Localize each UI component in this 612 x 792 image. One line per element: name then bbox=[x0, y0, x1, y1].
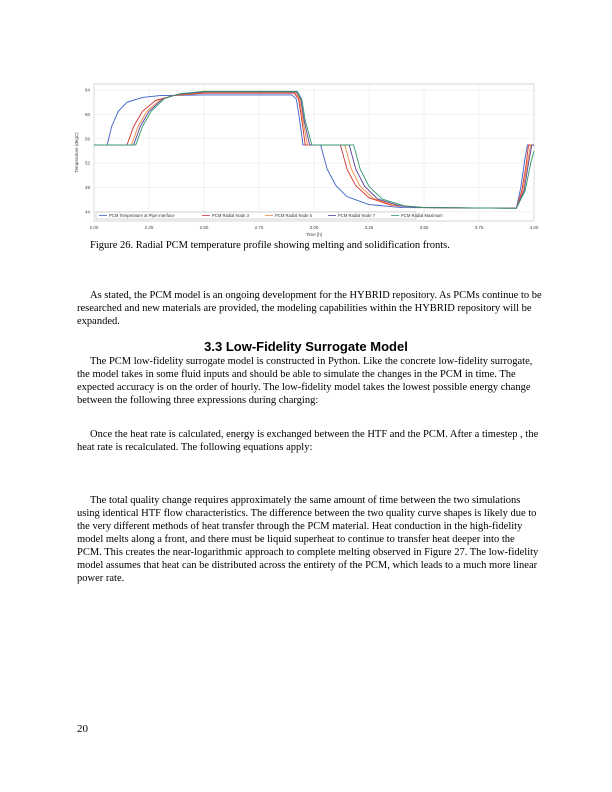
figure-caption: Figure 26. Radial PCM temperature profile showing melting and solidification fronts. bbox=[90, 240, 450, 251]
x-tick-label: 2.50 bbox=[199, 225, 209, 230]
paragraph: As stated, the PCM model is an ongoing development for the HYBRID repository. As PCMs continue to be researched and new materials are provided, the modeling capabilities within the HYBRID repository will be expanded. bbox=[77, 290, 542, 327]
paragraph: Once the heat rate is calculated, energy is exchanged between the HTF and the PCM. After a timestep , the heat rate is recalculated. The following equations apply: bbox=[77, 429, 539, 453]
y-tick-label: 56 bbox=[84, 136, 90, 142]
paragraph: The PCM low-fidelity surrogate model is constructed in Python. Like the concrete low-fidelity surrogate, the model takes in some fluid inputs and should be able to simulate the changes in the PCM in time. The expected accuracy is on the order of hourly. The low-fidelity model takes the lowest possible energy change between the following three expressions during charging: bbox=[77, 356, 533, 406]
x-tick-label: 2.25 bbox=[144, 225, 154, 230]
section-heading: 3.3 Low-Fidelity Surrogate Model bbox=[204, 339, 408, 354]
legend-entry: PCM Radial Node 7 bbox=[338, 213, 376, 218]
page-number: 20 bbox=[77, 723, 88, 735]
legend-entry: PCM Radial Node 3 bbox=[212, 213, 250, 218]
legend-entry: PCM Temperature at Pipe Interface bbox=[109, 213, 175, 218]
legend-entry: PCM Radial Node 5 bbox=[275, 213, 313, 218]
x-tick-label: 3.75 bbox=[474, 225, 484, 230]
x-tick-label: 2.75 bbox=[254, 225, 264, 230]
y-axis-label: Temperature (degC) bbox=[74, 132, 79, 173]
x-axis-label: Time [h] bbox=[305, 232, 323, 237]
paragraph: The total quality change requires approximately the same amount of time between the two simulations using identical HTF flow characteristics. The difference between the two quality curve shapes is likely due to the very different methods of heat transfer through the PCM material. Heat conduction in the high-fidelity model melts along a front, and there must be liquid superheat to continue to transfer heat deeper into the PCM. This creates the near-logarithmic approach to complete melting observed in Figure 27. The low-fidelity model assumes that heat can be distributed across the entirety of the PCM, which leads to a much more linear power rate. bbox=[77, 495, 539, 584]
x-tick-label: 4.00 bbox=[529, 225, 539, 230]
y-tick-label: 44 bbox=[84, 209, 90, 215]
x-tick-label: 3.50 bbox=[419, 225, 429, 230]
x-tick-label: 3.00 bbox=[309, 225, 319, 230]
x-tick-label: 2.00 bbox=[89, 225, 99, 230]
legend-entry: PCM Radial Maximum bbox=[401, 213, 443, 218]
temperature-chart bbox=[55, 80, 545, 240]
y-tick-label: 60 bbox=[84, 111, 90, 117]
x-tick-label: 3.25 bbox=[364, 225, 374, 230]
y-tick-label: 64 bbox=[84, 87, 90, 93]
y-tick-label: 48 bbox=[84, 185, 90, 191]
y-tick-label: 52 bbox=[84, 160, 90, 166]
